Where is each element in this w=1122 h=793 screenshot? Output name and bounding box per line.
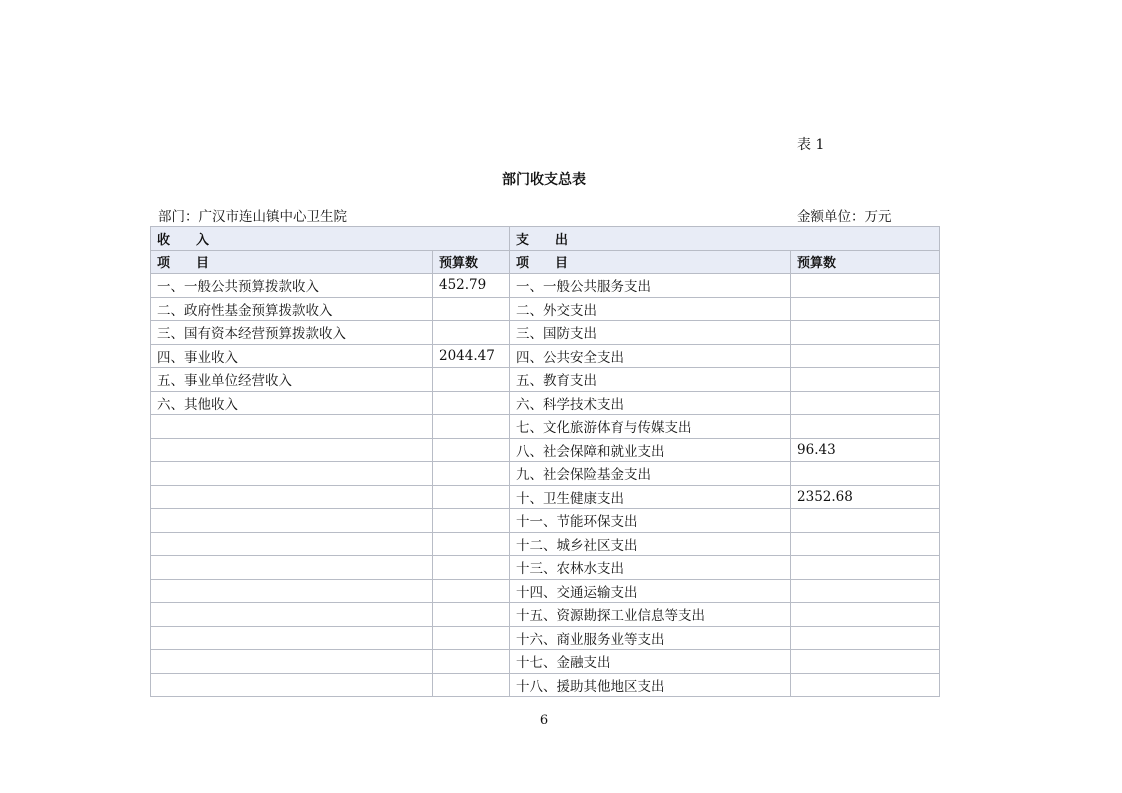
income-item-cell: 一、一般公共预算拨款收入 xyxy=(151,274,433,298)
expense-item-cell: 六、科学技术支出 xyxy=(510,391,791,415)
table-row xyxy=(151,274,940,298)
income-amount-cell xyxy=(433,650,510,674)
income-amount-cell xyxy=(433,485,510,509)
income-amount-cell xyxy=(433,462,510,486)
expense-amount-cell xyxy=(791,556,940,580)
income-item-cell: 二、政府性基金预算拨款收入 xyxy=(151,297,433,321)
income-budget-header: 预算数 xyxy=(433,250,510,274)
income-amount-cell xyxy=(433,321,510,345)
income-item-cell: 六、其他收入 xyxy=(151,391,433,415)
column-header-row xyxy=(151,250,940,274)
income-item-cell xyxy=(151,603,433,627)
expense-item-cell: 十二、城乡社区支出 xyxy=(510,532,791,556)
income-item-cell: 五、事业单位经营收入 xyxy=(151,368,433,392)
department-label: 部门：广汉市连山镇中心卫生院 xyxy=(158,209,347,225)
expense-amount-cell: 96.43 xyxy=(791,438,940,462)
expense-amount-cell xyxy=(791,297,940,321)
expense-item-cell: 十五、资源勘探工业信息等支出 xyxy=(510,603,791,627)
income-item-cell: 三、国有资本经营预算拨款收入 xyxy=(151,321,433,345)
income-amount-cell: 2044.47 xyxy=(433,344,510,368)
expense-amount-cell xyxy=(791,673,940,697)
page-number: 6 xyxy=(539,713,549,728)
income-amount-cell: 452.79 xyxy=(433,274,510,298)
expense-amount-cell: 2352.68 xyxy=(791,485,940,509)
table-row xyxy=(151,509,940,533)
income-item-cell xyxy=(151,415,433,439)
expense-item-cell: 十、卫生健康支出 xyxy=(510,485,791,509)
expense-amount-cell xyxy=(791,391,940,415)
table-row xyxy=(151,321,940,345)
income-amount-cell xyxy=(433,556,510,580)
income-item-cell xyxy=(151,673,433,697)
expense-amount-cell xyxy=(791,509,940,533)
income-item-cell xyxy=(151,438,433,462)
expense-amount-cell xyxy=(791,321,940,345)
table-row xyxy=(151,603,940,627)
income-amount-cell xyxy=(433,391,510,415)
table-row xyxy=(151,673,940,697)
expense-item-cell: 十一、节能环保支出 xyxy=(510,509,791,533)
table-row xyxy=(151,626,940,650)
table-row xyxy=(151,462,940,486)
expense-item-header: 项 目 xyxy=(510,250,791,274)
income-amount-cell xyxy=(433,579,510,603)
table-row xyxy=(151,415,940,439)
budget-summary-table xyxy=(150,226,940,697)
table-row xyxy=(151,650,940,674)
table-row xyxy=(151,485,940,509)
table-row xyxy=(151,297,940,321)
expense-section-header: 支 出 xyxy=(510,227,940,251)
table-row xyxy=(151,556,940,580)
income-amount-cell xyxy=(433,532,510,556)
income-amount-cell xyxy=(433,603,510,627)
income-amount-cell xyxy=(433,673,510,697)
table-row xyxy=(151,438,940,462)
table-row xyxy=(151,344,940,368)
expense-item-cell: 八、社会保障和就业支出 xyxy=(510,438,791,462)
expense-item-cell: 四、公共安全支出 xyxy=(510,344,791,368)
income-amount-cell xyxy=(433,626,510,650)
expense-budget-header: 预算数 xyxy=(791,250,940,274)
expense-amount-cell xyxy=(791,532,940,556)
expense-amount-cell xyxy=(791,462,940,486)
income-item-cell xyxy=(151,532,433,556)
income-item-header: 项 目 xyxy=(151,250,433,274)
income-amount-cell xyxy=(433,368,510,392)
expense-item-cell: 二、外交支出 xyxy=(510,297,791,321)
expense-item-cell: 九、社会保险基金支出 xyxy=(510,462,791,486)
expense-item-cell: 五、教育支出 xyxy=(510,368,791,392)
table-row xyxy=(151,579,940,603)
income-item-cell xyxy=(151,462,433,486)
expense-amount-cell xyxy=(791,603,940,627)
expense-amount-cell xyxy=(791,626,940,650)
table-number: 表 1 xyxy=(797,137,825,153)
unit-label: 金额单位：万元 xyxy=(797,209,892,225)
income-amount-cell xyxy=(433,438,510,462)
expense-item-cell: 七、文化旅游体育与传媒支出 xyxy=(510,415,791,439)
income-item-cell: 四、事业收入 xyxy=(151,344,433,368)
expense-item-cell: 十七、金融支出 xyxy=(510,650,791,674)
table-row xyxy=(151,532,940,556)
page-title: 部门收支总表 xyxy=(502,172,586,188)
income-item-cell xyxy=(151,509,433,533)
expense-item-cell: 三、国防支出 xyxy=(510,321,791,345)
income-item-cell xyxy=(151,650,433,674)
income-section-header: 收 入 xyxy=(151,227,510,251)
expense-amount-cell xyxy=(791,344,940,368)
income-amount-cell xyxy=(433,509,510,533)
income-item-cell xyxy=(151,579,433,603)
expense-amount-cell xyxy=(791,579,940,603)
expense-amount-cell xyxy=(791,274,940,298)
expense-item-cell: 十八、援助其他地区支出 xyxy=(510,673,791,697)
income-amount-cell xyxy=(433,415,510,439)
expense-item-cell: 一、一般公共服务支出 xyxy=(510,274,791,298)
table-row xyxy=(151,368,940,392)
expense-amount-cell xyxy=(791,650,940,674)
expense-amount-cell xyxy=(791,415,940,439)
expense-item-cell: 十六、商业服务业等支出 xyxy=(510,626,791,650)
section-header-row xyxy=(151,227,940,251)
table-row xyxy=(151,391,940,415)
income-item-cell xyxy=(151,626,433,650)
income-item-cell xyxy=(151,485,433,509)
income-item-cell xyxy=(151,556,433,580)
expense-item-cell: 十四、交通运输支出 xyxy=(510,579,791,603)
expense-amount-cell xyxy=(791,368,940,392)
income-amount-cell xyxy=(433,297,510,321)
expense-item-cell: 十三、农林水支出 xyxy=(510,556,791,580)
